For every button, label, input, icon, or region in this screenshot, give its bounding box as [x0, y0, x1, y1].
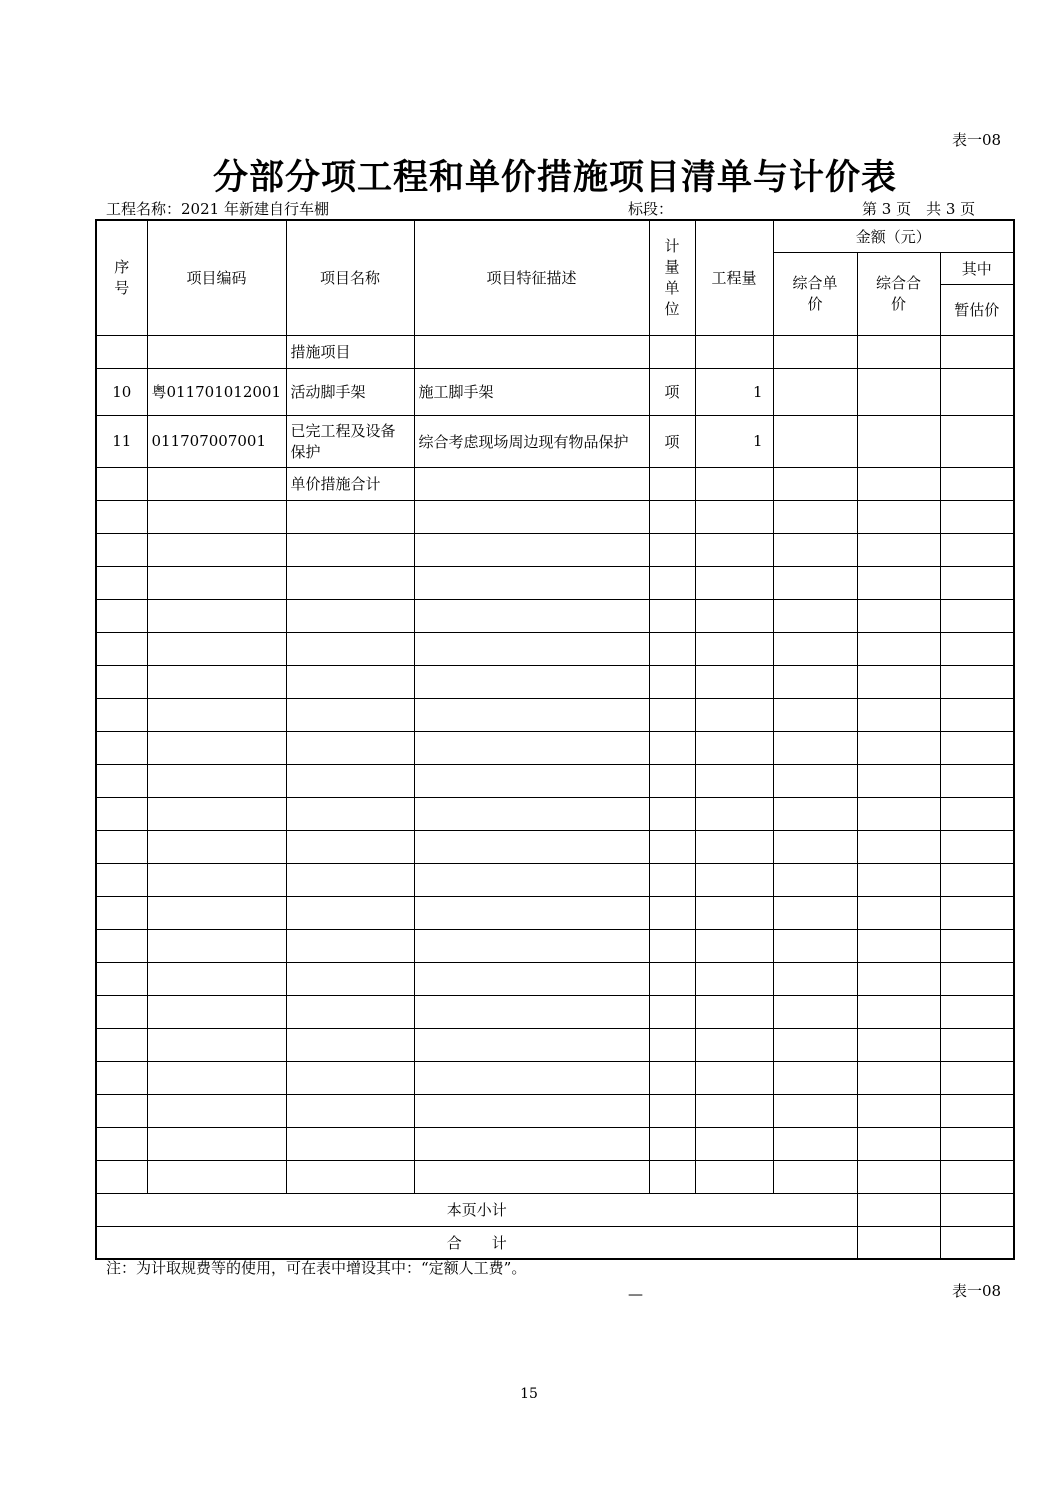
table-row	[96, 415, 1014, 467]
empty-cell	[96, 1061, 147, 1094]
header-total-price	[857, 252, 940, 335]
empty-cell	[96, 632, 147, 665]
page-indicator: 第 3 页 共 3 页	[862, 200, 976, 218]
empty-cell	[286, 1094, 414, 1127]
header-of-which: 其中	[940, 252, 1014, 284]
cell-unit	[649, 467, 695, 500]
pricing-table	[95, 219, 1015, 1260]
empty-row	[96, 599, 1014, 632]
empty-cell	[147, 962, 286, 995]
empty-cell	[773, 962, 857, 995]
empty-cell	[695, 500, 773, 533]
footer-subtotal-label: 本页小计	[96, 1193, 857, 1226]
empty-cell	[414, 797, 649, 830]
empty-row	[96, 533, 1014, 566]
empty-cell	[286, 500, 414, 533]
empty-cell	[96, 830, 147, 863]
footer-subtotal-value	[940, 1193, 1014, 1226]
empty-cell	[773, 1028, 857, 1061]
empty-cell	[773, 797, 857, 830]
empty-cell	[414, 1094, 649, 1127]
empty-cell	[286, 1127, 414, 1160]
empty-cell	[96, 1094, 147, 1127]
cell-code: 011707007001	[147, 415, 286, 467]
cell-provisional	[940, 467, 1014, 500]
empty-cell	[147, 863, 286, 896]
empty-cell	[773, 665, 857, 698]
empty-cell	[649, 632, 695, 665]
header-unit-price-text: 综合单价	[792, 273, 838, 313]
empty-cell	[147, 599, 286, 632]
empty-cell	[940, 500, 1014, 533]
empty-cell	[773, 995, 857, 1028]
page-title: 分部分项工程和单价措施项目清单与计价表	[212, 158, 897, 198]
cell-code	[147, 335, 286, 368]
header-seq	[96, 220, 147, 335]
empty-cell	[695, 1061, 773, 1094]
empty-cell	[649, 731, 695, 764]
empty-cell	[857, 995, 940, 1028]
empty-cell	[286, 533, 414, 566]
header-code: 项目编码	[147, 220, 286, 335]
empty-cell	[940, 698, 1014, 731]
empty-cell	[649, 764, 695, 797]
empty-cell	[649, 929, 695, 962]
empty-cell	[940, 863, 1014, 896]
empty-cell	[96, 797, 147, 830]
form-number-bottom: 表一08	[952, 1282, 1002, 1300]
empty-cell	[695, 764, 773, 797]
cell-total-price	[857, 335, 940, 368]
empty-cell	[147, 1061, 286, 1094]
empty-cell	[96, 533, 147, 566]
empty-cell	[147, 632, 286, 665]
empty-cell	[286, 929, 414, 962]
empty-cell	[773, 599, 857, 632]
empty-cell	[773, 533, 857, 566]
empty-cell	[940, 1028, 1014, 1061]
empty-cell	[286, 665, 414, 698]
empty-cell	[414, 665, 649, 698]
empty-cell	[96, 995, 147, 1028]
cell-unit: 项	[649, 368, 695, 415]
cell-provisional	[940, 368, 1014, 415]
empty-cell	[940, 566, 1014, 599]
cell-desc	[414, 335, 649, 368]
empty-cell	[857, 665, 940, 698]
empty-row	[96, 797, 1014, 830]
empty-row	[96, 962, 1014, 995]
cell-desc: 综合考虑现场周边现有物品保护	[414, 415, 649, 467]
empty-cell	[414, 566, 649, 599]
empty-cell	[940, 830, 1014, 863]
empty-cell	[286, 797, 414, 830]
header-seq-text: 序号	[114, 257, 130, 297]
empty-cell	[695, 632, 773, 665]
empty-cell	[857, 962, 940, 995]
empty-cell	[649, 896, 695, 929]
empty-cell	[414, 632, 649, 665]
empty-cell	[857, 764, 940, 797]
empty-cell	[414, 533, 649, 566]
empty-cell	[773, 1160, 857, 1193]
empty-row	[96, 1160, 1014, 1193]
cell-total-price	[857, 368, 940, 415]
section-label: 标段：	[628, 200, 674, 218]
empty-cell	[147, 500, 286, 533]
empty-row	[96, 830, 1014, 863]
empty-cell	[414, 1028, 649, 1061]
empty-cell	[649, 995, 695, 1028]
empty-cell	[773, 830, 857, 863]
empty-cell	[414, 764, 649, 797]
empty-cell	[857, 500, 940, 533]
empty-cell	[649, 665, 695, 698]
empty-cell	[695, 599, 773, 632]
empty-row	[96, 1061, 1014, 1094]
empty-cell	[695, 665, 773, 698]
empty-cell	[940, 995, 1014, 1028]
empty-cell	[286, 599, 414, 632]
empty-cell	[857, 1127, 940, 1160]
empty-cell	[147, 797, 286, 830]
empty-cell	[940, 1160, 1014, 1193]
empty-cell	[414, 1061, 649, 1094]
footer-total-label: 合 计	[96, 1226, 857, 1259]
empty-cell	[649, 533, 695, 566]
cell-seq: 10	[96, 368, 147, 415]
empty-cell	[147, 533, 286, 566]
empty-cell	[695, 1094, 773, 1127]
empty-cell	[649, 1160, 695, 1193]
empty-cell	[857, 797, 940, 830]
empty-row	[96, 665, 1014, 698]
empty-cell	[695, 962, 773, 995]
empty-row	[96, 566, 1014, 599]
empty-cell	[649, 500, 695, 533]
empty-cell	[414, 962, 649, 995]
empty-cell	[773, 500, 857, 533]
empty-cell	[695, 731, 773, 764]
cell-seq	[96, 335, 147, 368]
empty-cell	[857, 533, 940, 566]
empty-cell	[649, 1094, 695, 1127]
cell-code	[147, 467, 286, 500]
empty-cell	[649, 698, 695, 731]
empty-cell	[857, 1160, 940, 1193]
cell-name: 单价措施合计	[286, 467, 414, 500]
form-number: 表一08	[952, 131, 1002, 149]
empty-row	[96, 698, 1014, 731]
empty-cell	[695, 1127, 773, 1160]
empty-cell	[414, 995, 649, 1028]
cell-unit	[649, 335, 695, 368]
empty-cell	[414, 1160, 649, 1193]
empty-cell	[940, 533, 1014, 566]
empty-cell	[649, 1028, 695, 1061]
header-desc: 项目特征描述	[414, 220, 649, 335]
empty-cell	[147, 830, 286, 863]
empty-cell	[96, 929, 147, 962]
empty-cell	[857, 830, 940, 863]
empty-cell	[857, 929, 940, 962]
header-name: 项目名称	[286, 220, 414, 335]
empty-cell	[286, 1061, 414, 1094]
empty-row	[96, 632, 1014, 665]
empty-cell	[649, 962, 695, 995]
empty-cell	[773, 1127, 857, 1160]
cell-name: 措施项目	[286, 335, 414, 368]
empty-cell	[773, 1061, 857, 1094]
empty-cell	[773, 698, 857, 731]
empty-cell	[857, 731, 940, 764]
empty-row	[96, 500, 1014, 533]
empty-cell	[695, 566, 773, 599]
empty-cell	[414, 698, 649, 731]
empty-cell	[940, 962, 1014, 995]
empty-cell	[940, 731, 1014, 764]
empty-cell	[773, 863, 857, 896]
empty-cell	[695, 533, 773, 566]
footer-subtotal-value	[857, 1193, 940, 1226]
footer-row-total	[96, 1226, 1014, 1259]
empty-cell	[286, 962, 414, 995]
empty-cell	[857, 1028, 940, 1061]
empty-cell	[96, 599, 147, 632]
empty-cell	[940, 665, 1014, 698]
empty-cell	[286, 764, 414, 797]
empty-cell	[147, 698, 286, 731]
table-row	[96, 467, 1014, 500]
empty-cell	[695, 830, 773, 863]
empty-cell	[857, 698, 940, 731]
empty-cell	[695, 929, 773, 962]
header-total-price-text: 综合合价	[875, 273, 921, 313]
empty-cell	[414, 1127, 649, 1160]
empty-cell	[940, 1127, 1014, 1160]
empty-cell	[857, 566, 940, 599]
page-number: 15	[520, 1386, 538, 1402]
cell-name: 已完工程及设备保护	[286, 415, 414, 467]
cell-name: 活动脚手架	[286, 368, 414, 415]
header-unit-text: 计量单位	[664, 236, 680, 318]
table-note: 注：为计取规费等的使用，可在表中增设其中：“定额人工费”。	[106, 1259, 527, 1277]
empty-cell	[695, 1160, 773, 1193]
empty-cell	[649, 797, 695, 830]
empty-cell	[649, 599, 695, 632]
empty-cell	[147, 929, 286, 962]
footer-total-value	[857, 1226, 940, 1259]
empty-cell	[96, 962, 147, 995]
empty-cell	[649, 830, 695, 863]
header-provisional: 暂估价	[940, 284, 1014, 335]
empty-cell	[649, 1061, 695, 1094]
empty-cell	[414, 896, 649, 929]
empty-cell	[147, 1028, 286, 1061]
empty-cell	[147, 731, 286, 764]
empty-cell	[773, 1094, 857, 1127]
empty-cell	[857, 896, 940, 929]
empty-cell	[96, 1028, 147, 1061]
header-unit	[649, 220, 695, 335]
cell-unit-price	[773, 368, 857, 415]
empty-cell	[773, 896, 857, 929]
empty-cell	[286, 863, 414, 896]
empty-cell	[773, 632, 857, 665]
empty-cell	[695, 995, 773, 1028]
empty-cell	[96, 731, 147, 764]
empty-cell	[96, 863, 147, 896]
cell-desc: 施工脚手架	[414, 368, 649, 415]
empty-cell	[940, 1061, 1014, 1094]
empty-row	[96, 764, 1014, 797]
cell-unit: 项	[649, 415, 695, 467]
empty-cell	[414, 830, 649, 863]
project-name-label: 工程名称：2021 年新建自行车棚	[106, 200, 329, 218]
empty-cell	[286, 1028, 414, 1061]
header-qty: 工程量	[695, 220, 773, 335]
empty-cell	[857, 863, 940, 896]
cell-qty	[695, 467, 773, 500]
empty-cell	[940, 929, 1014, 962]
empty-row	[96, 1127, 1014, 1160]
empty-cell	[286, 896, 414, 929]
empty-cell	[857, 599, 940, 632]
empty-row	[96, 1094, 1014, 1127]
empty-cell	[147, 1127, 286, 1160]
empty-cell	[649, 566, 695, 599]
empty-row	[96, 929, 1014, 962]
empty-cell	[286, 995, 414, 1028]
cell-provisional	[940, 415, 1014, 467]
empty-cell	[96, 500, 147, 533]
empty-cell	[857, 1094, 940, 1127]
empty-cell	[147, 764, 286, 797]
footer-total-value	[940, 1226, 1014, 1259]
empty-cell	[940, 599, 1014, 632]
empty-cell	[695, 896, 773, 929]
empty-cell	[414, 929, 649, 962]
cell-qty	[695, 335, 773, 368]
empty-cell	[286, 698, 414, 731]
table-row	[96, 335, 1014, 368]
empty-cell	[857, 632, 940, 665]
empty-cell	[940, 632, 1014, 665]
empty-cell	[695, 797, 773, 830]
empty-cell	[147, 1160, 286, 1193]
empty-cell	[773, 929, 857, 962]
cell-unit-price	[773, 335, 857, 368]
empty-row	[96, 995, 1014, 1028]
empty-cell	[695, 1028, 773, 1061]
cell-desc	[414, 467, 649, 500]
cell-unit-price	[773, 415, 857, 467]
cell-seq	[96, 467, 147, 500]
cell-qty: 1	[695, 368, 773, 415]
empty-cell	[96, 698, 147, 731]
empty-cell	[147, 566, 286, 599]
empty-cell	[940, 764, 1014, 797]
cell-total-price	[857, 415, 940, 467]
empty-cell	[940, 1094, 1014, 1127]
empty-cell	[857, 1061, 940, 1094]
empty-cell	[147, 995, 286, 1028]
empty-cell	[414, 500, 649, 533]
empty-cell	[649, 1127, 695, 1160]
empty-row	[96, 1028, 1014, 1061]
header-amount: 金额（元）	[773, 220, 1014, 252]
empty-cell	[414, 599, 649, 632]
empty-cell	[414, 863, 649, 896]
empty-cell	[96, 896, 147, 929]
empty-cell	[286, 1160, 414, 1193]
footer-row-subtotal	[96, 1193, 1014, 1226]
empty-cell	[773, 566, 857, 599]
empty-cell	[96, 566, 147, 599]
empty-cell	[286, 830, 414, 863]
empty-cell	[96, 1127, 147, 1160]
cell-seq: 11	[96, 415, 147, 467]
empty-cell	[286, 731, 414, 764]
cell-provisional	[940, 335, 1014, 368]
empty-cell	[96, 1160, 147, 1193]
cell-total-price	[857, 467, 940, 500]
empty-cell	[940, 896, 1014, 929]
empty-cell	[695, 863, 773, 896]
empty-cell	[695, 698, 773, 731]
dash-mark: —	[628, 1285, 643, 1303]
empty-cell	[147, 1094, 286, 1127]
empty-cell	[96, 665, 147, 698]
empty-cell	[414, 731, 649, 764]
empty-row	[96, 896, 1014, 929]
empty-cell	[649, 863, 695, 896]
empty-cell	[96, 764, 147, 797]
header-unit-price	[773, 252, 857, 335]
empty-row	[96, 731, 1014, 764]
cell-unit-price	[773, 467, 857, 500]
empty-cell	[940, 797, 1014, 830]
cell-code: 粤011701012001	[147, 368, 286, 415]
empty-cell	[286, 566, 414, 599]
empty-row	[96, 863, 1014, 896]
table-row	[96, 368, 1014, 415]
empty-cell	[773, 731, 857, 764]
empty-cell	[773, 764, 857, 797]
empty-cell	[147, 665, 286, 698]
empty-cell	[286, 632, 414, 665]
cell-qty: 1	[695, 415, 773, 467]
empty-cell	[147, 896, 286, 929]
